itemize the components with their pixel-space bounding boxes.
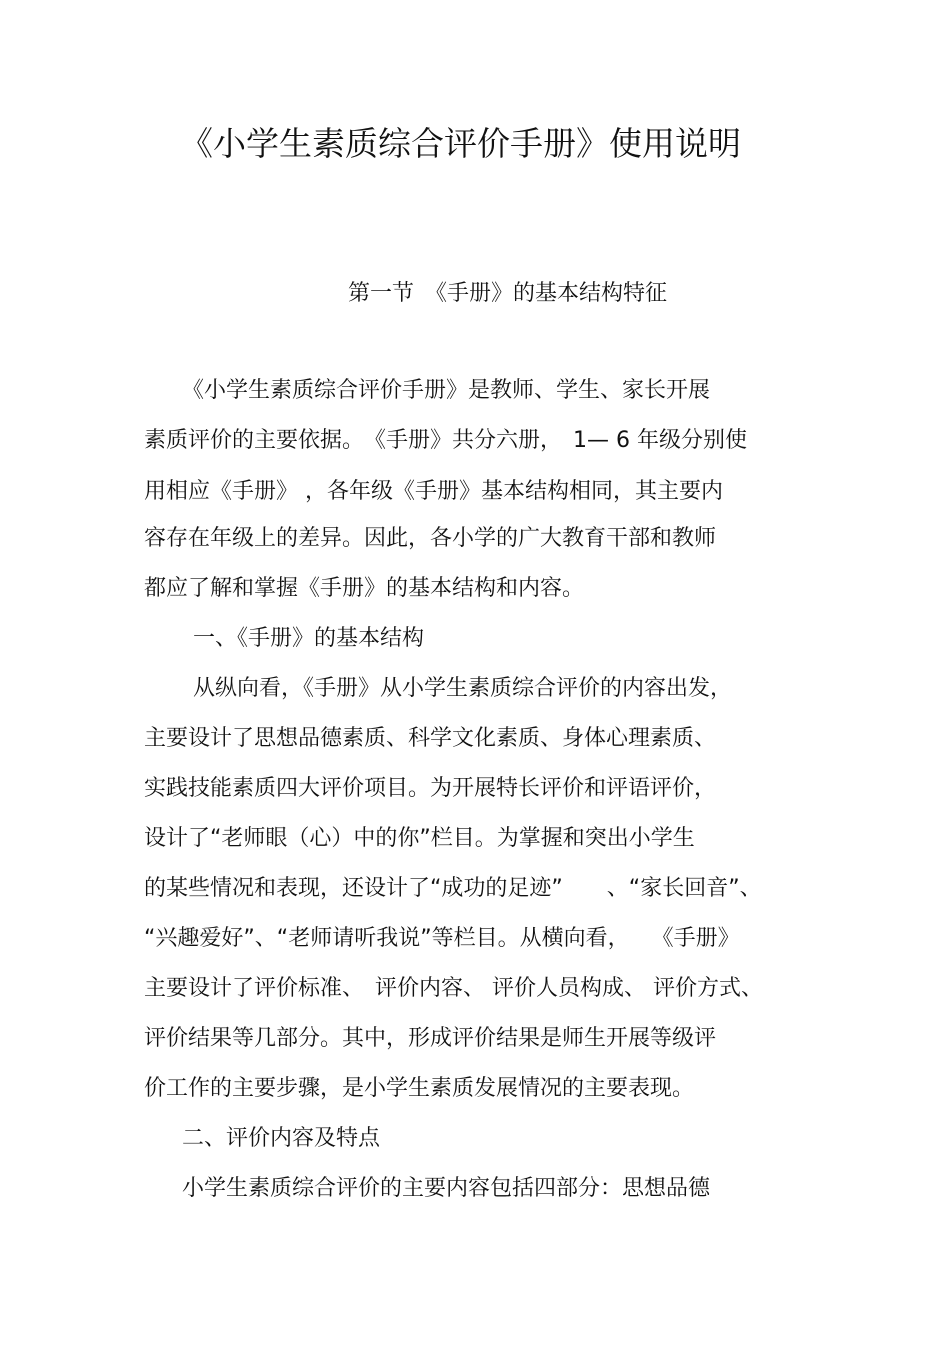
paragraph-line: 容存在年级上的差异。因此，各小学的广大教育干部和教师 (144, 526, 717, 551)
document-title: 《小学生素质综合评价手册》使用说明 (180, 124, 741, 163)
paragraph-line: 都应了解和掌握《手册》的基本结构和内容。 (144, 576, 585, 601)
paragraph-line: 主要设计了评价标准、 评价内容、 评价人员构成、 评价方式、 (144, 976, 763, 1001)
paragraph-line: 的某些情况和表现，还设计了“成功的足迹” 、“家长回音”、 (144, 876, 762, 901)
paragraph-line: 主要设计了思想品德素质、科学文化素质、身体心理素质、 (144, 726, 717, 751)
paragraph-line: 设计了“老师眼（心）中的你”栏目。为掌握和突出小学生 (144, 826, 695, 851)
paragraph-line: 评价结果等几部分。其中，形成评价结果是师生开展等级评 (144, 1026, 717, 1051)
subheading: 一、《手册》的基本结构 (193, 626, 425, 651)
subheading: 二、评价内容及特点 (182, 1126, 381, 1151)
paragraph-line: 小学生素质综合评价的主要内容包括四部分：思想品德 (182, 1176, 711, 1201)
paragraph-line: 价工作的主要步骤，是小学生素质发展情况的主要表现。 (144, 1076, 695, 1101)
paragraph-line: 素质评价的主要依据。 《手册》共分六册， 1— 6 年级分别使 (144, 428, 747, 453)
paragraph-line: 从纵向看，《手册》从小学生素质综合评价的内容出发， (193, 676, 733, 701)
paragraph-line: 《小学生素质综合评价手册》是教师、学生、家长开展 (182, 378, 711, 403)
paragraph-line: 用相应《手册》 ，各年级《手册》基本结构相同，其主要内 (144, 479, 723, 504)
paragraph-line: “兴趣爱好”、“老师请听我说”等栏目。从横向看， 《手册》 (144, 926, 740, 951)
section-title: 第一节 《手册》的基本结构特征 (348, 281, 668, 306)
paragraph-line: 实践技能素质四大评价项目。为开展特长评价和评语评价， (144, 776, 717, 801)
